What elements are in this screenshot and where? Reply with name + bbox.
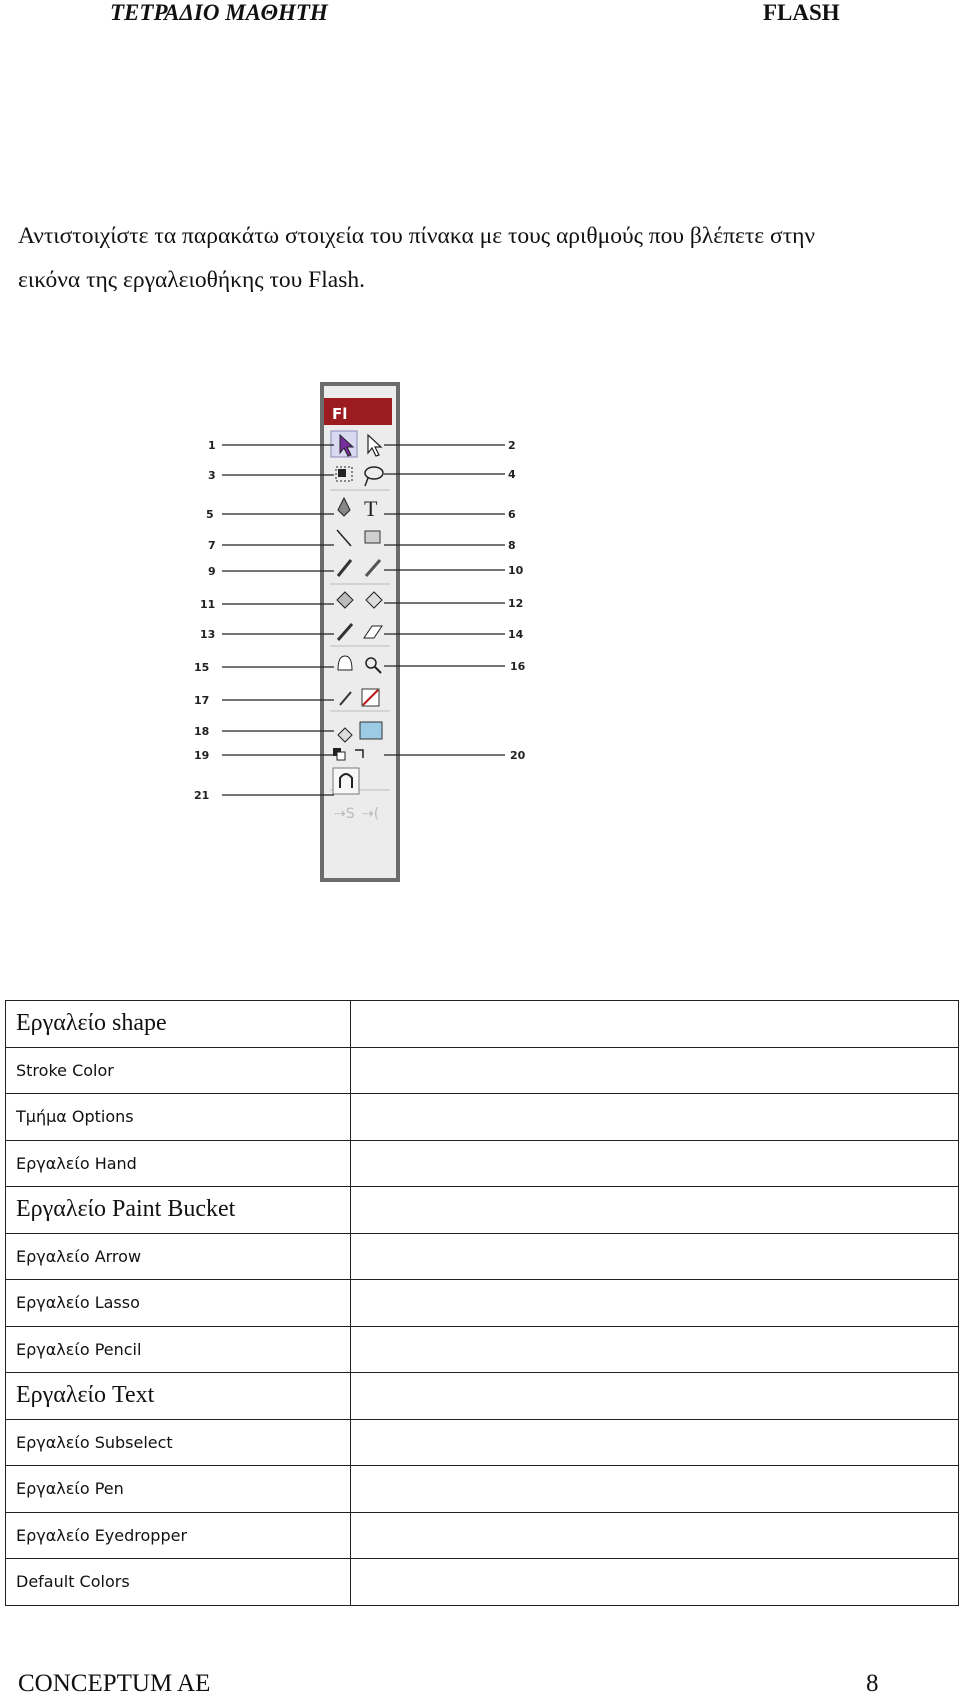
instruction-line-1: Αντιστοιχίστε τα παρακάτω στοιχεία του πίνακα με τους αριθμούς που βλέπετε στην	[18, 223, 816, 249]
answer-cell[interactable]	[351, 1419, 959, 1466]
answer-cell[interactable]	[351, 1094, 959, 1141]
callout-9: 9	[208, 565, 216, 578]
answer-cell[interactable]	[351, 1140, 959, 1187]
table-row	[6, 1233, 959, 1280]
answer-cell[interactable]	[351, 1280, 959, 1327]
row-label: Εργαλείο Text	[6, 1373, 351, 1420]
callout-4: 4	[508, 468, 516, 481]
smooth-icon: ⇢S	[334, 806, 355, 822]
row-label: Εργαλείο Eyedropper	[6, 1512, 351, 1559]
instruction-line-2: εικόνα της εργαλειοθήκης του Flash.	[18, 267, 365, 293]
right-callout-labels	[508, 439, 526, 762]
table-row	[6, 1466, 959, 1513]
callout-5: 5	[206, 508, 214, 521]
callout-12: 12	[508, 597, 524, 610]
toolbox-panel	[324, 386, 396, 878]
answer-cell[interactable]	[351, 1187, 959, 1234]
footer-company: CONCEPTUM AE	[18, 1670, 211, 1697]
table-row	[6, 1419, 959, 1466]
table-row	[6, 1187, 959, 1234]
callout-11: 11	[200, 598, 216, 611]
header-subject: FLASH	[763, 0, 840, 25]
row-label: Εργαλείο Pen	[6, 1466, 351, 1513]
left-callout-labels	[194, 439, 216, 802]
row-label: Τμήμα Options	[6, 1094, 351, 1141]
callout-3: 3	[208, 469, 216, 482]
callout-20: 20	[510, 749, 526, 762]
table-row	[6, 1559, 959, 1606]
answer-cell[interactable]	[351, 1373, 959, 1420]
answer-cell[interactable]	[351, 1001, 959, 1048]
table-row	[6, 1373, 959, 1420]
row-label: Εργαλείο Lasso	[6, 1280, 351, 1327]
row-label: Εργαλείο shape	[6, 1001, 351, 1048]
right-callout-lines	[384, 445, 505, 755]
row-label: Εργαλείο Subselect	[6, 1419, 351, 1466]
callout-14: 14	[508, 628, 524, 641]
row-label: Εργαλείο Paint Bucket	[6, 1187, 351, 1234]
callout-1: 1	[208, 439, 216, 452]
table-row	[6, 1280, 959, 1327]
table-row	[6, 1140, 959, 1187]
fill-color-swatch[interactable]	[360, 722, 382, 739]
row-label: Εργαλείο Pencil	[6, 1326, 351, 1373]
hand-tool-icon[interactable]	[338, 656, 352, 670]
straighten-icon: ⇢(	[362, 806, 380, 822]
callout-19: 19	[194, 749, 210, 762]
answer-cell[interactable]	[351, 1326, 959, 1373]
matching-table	[5, 1000, 959, 1606]
row-label: Εργαλείο Hand	[6, 1140, 351, 1187]
callout-18: 18	[194, 725, 210, 738]
table-row	[6, 1001, 959, 1048]
table-row	[6, 1094, 959, 1141]
row-label: Stroke Color	[6, 1047, 351, 1094]
answer-cell[interactable]	[351, 1512, 959, 1559]
callout-17: 17	[194, 694, 210, 707]
callout-21: 21	[194, 789, 210, 802]
page-number: 8	[866, 1670, 879, 1697]
answer-cell[interactable]	[351, 1466, 959, 1513]
table-row	[6, 1512, 959, 1559]
callout-16: 16	[510, 660, 526, 673]
answer-cell[interactable]	[351, 1047, 959, 1094]
rectangle-tool-icon[interactable]	[365, 531, 380, 543]
answer-cell[interactable]	[351, 1233, 959, 1280]
header-title: ΤΕΤΡΑΔΙΟ ΜΑΘΗΤΗ	[110, 0, 328, 25]
text-tool-icon[interactable]: T	[364, 496, 378, 521]
flash-logo: Fl	[332, 405, 348, 423]
row-label: Εργαλείο Arrow	[6, 1233, 351, 1280]
callout-6: 6	[508, 508, 516, 521]
snap-to-objects-icon[interactable]	[333, 768, 359, 794]
left-callout-lines	[222, 445, 334, 795]
callout-13: 13	[200, 628, 216, 641]
callout-8: 8	[508, 539, 516, 552]
callout-2: 2	[508, 439, 516, 452]
callout-7: 7	[208, 539, 216, 552]
callout-15: 15	[194, 661, 210, 674]
row-label: Default Colors	[6, 1559, 351, 1606]
table-row	[6, 1326, 959, 1373]
table-row	[6, 1047, 959, 1094]
callout-10: 10	[508, 564, 524, 577]
answer-cell[interactable]	[351, 1559, 959, 1606]
